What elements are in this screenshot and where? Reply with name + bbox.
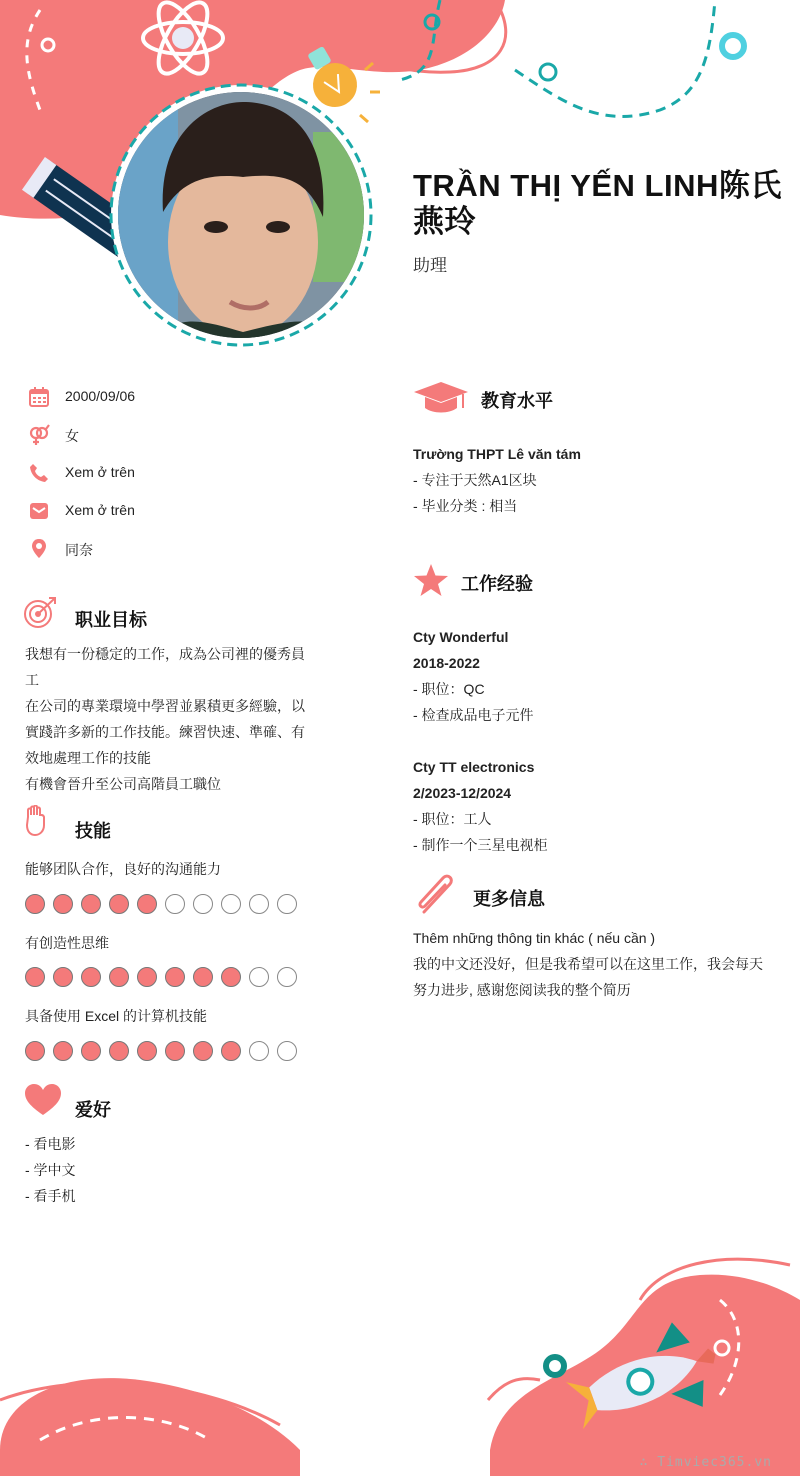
skill-2-rating [25,967,297,987]
objective-title: 职业目标 [75,610,147,630]
job-period: 2018-2022 [413,655,480,671]
rating-dot-filled [109,1041,129,1061]
location-pin-icon [28,538,50,560]
rating-dot-filled [193,1041,213,1061]
rating-dot-empty [249,967,269,987]
hobbies-title: 爱好 [75,1100,111,1120]
rating-dot-filled [109,894,129,914]
target-icon [22,596,58,630]
rating-dot-filled [165,967,185,987]
calendar-icon [28,386,50,408]
heart-icon [24,1084,62,1116]
candidate-role: 助理 [413,256,447,275]
rating-dot-filled [81,967,101,987]
avatar [118,92,364,338]
rating-dot-empty [165,894,185,914]
star-icon [413,563,449,597]
rating-dot-empty [277,967,297,987]
education-title: 教育水平 [481,391,553,411]
rating-dot-empty [221,894,241,914]
job-company: Cty TT electronics [413,759,535,775]
skill-3-label: 具备使用 Excel 的计算机技能 [25,1008,208,1024]
rating-dot-empty [193,894,213,914]
rating-dot-filled [25,967,45,987]
school-name: Trường THPT Lê văn tám [413,446,581,462]
skill-1-rating [25,894,297,914]
rating-dot-filled [193,967,213,987]
more-title: 更多信息 [473,889,545,909]
rating-dot-filled [109,967,129,987]
footer-decoration [0,1240,800,1476]
skill-1-label: 能够团队合作，良好的沟通能力 [25,861,221,877]
rating-dot-filled [137,894,157,914]
rating-dot-empty [249,894,269,914]
graduation-cap-icon [413,380,469,414]
rating-dot-filled [81,1041,101,1061]
experience-title: 工作经验 [461,574,533,594]
hand-icon [24,805,48,837]
job-2: Cty TT electronics 2/2023-12/2024 - 职位：工人 - 制作一个三星电视柜 [413,754,548,858]
more-body: Thêm những thông tin khác ( nếu cần ) 我的中文还没好，但是我希望可以在这里工作，我会每天 努力进步, 感谢您阅读我的整个简历 [413,930,763,998]
rating-dot-filled [165,1041,185,1061]
job-company: Cty Wonderful [413,629,509,645]
education-body: Trường THPT Lê văn tám - 专注于天然A1区块 - 毕业分类 : 相当 [413,441,581,519]
phone-value: Xem ở trên [65,464,135,480]
rating-dot-filled [137,1041,157,1061]
avatar-frame [108,82,374,348]
birthday-value: 2000/09/06 [65,388,136,404]
rating-dot-filled [53,894,73,914]
rating-dot-filled [25,894,45,914]
rating-dot-empty [277,894,297,914]
rating-dot-filled [53,1041,73,1061]
gender-value: 女 [65,428,79,444]
rating-dot-filled [25,1041,45,1061]
watermark: ∴ Timviec365.vn [639,1455,772,1470]
email-value: Xem ở trên [65,502,135,518]
hobbies-list [25,1131,76,1209]
email-icon [28,500,50,522]
skill-3-rating [25,1041,297,1061]
phone-icon [28,462,50,484]
rating-dot-filled [221,967,241,987]
rating-dot-filled [81,894,101,914]
list-item: - 看电影 [25,1136,76,1152]
rating-dot-filled [137,967,157,987]
rating-dot-filled [53,967,73,987]
skill-2-label: 有创造性思维 [25,935,109,951]
rating-dot-empty [277,1041,297,1061]
address-value: 同奈 [65,542,93,558]
job-period: 2/2023-12/2024 [413,785,512,801]
skills-title: 技能 [75,821,111,841]
list-item: - 看手机 [25,1188,76,1204]
rating-dot-filled [221,1041,241,1061]
paperclip-icon [414,874,460,916]
job-1: Cty Wonderful 2018-2022 - 职位：QC - 检查成品电子元件 [413,624,534,728]
objective-text: 我想有一份穩定的工作，成為公司裡的優秀員 工 在公司的專業環境中學習並累積更多經驗，以 實踐許多新的工作技能。練習快速、準確、有 效地處理工作的技能 有機會晉升至公司高階員工職位 [25,646,305,792]
rating-dot-empty [249,1041,269,1061]
candidate-name: TRẦN THỊ YẾN LINH陈氏燕玲 [413,168,782,239]
gender-icon [28,424,50,446]
list-item: - 学中文 [25,1162,76,1178]
